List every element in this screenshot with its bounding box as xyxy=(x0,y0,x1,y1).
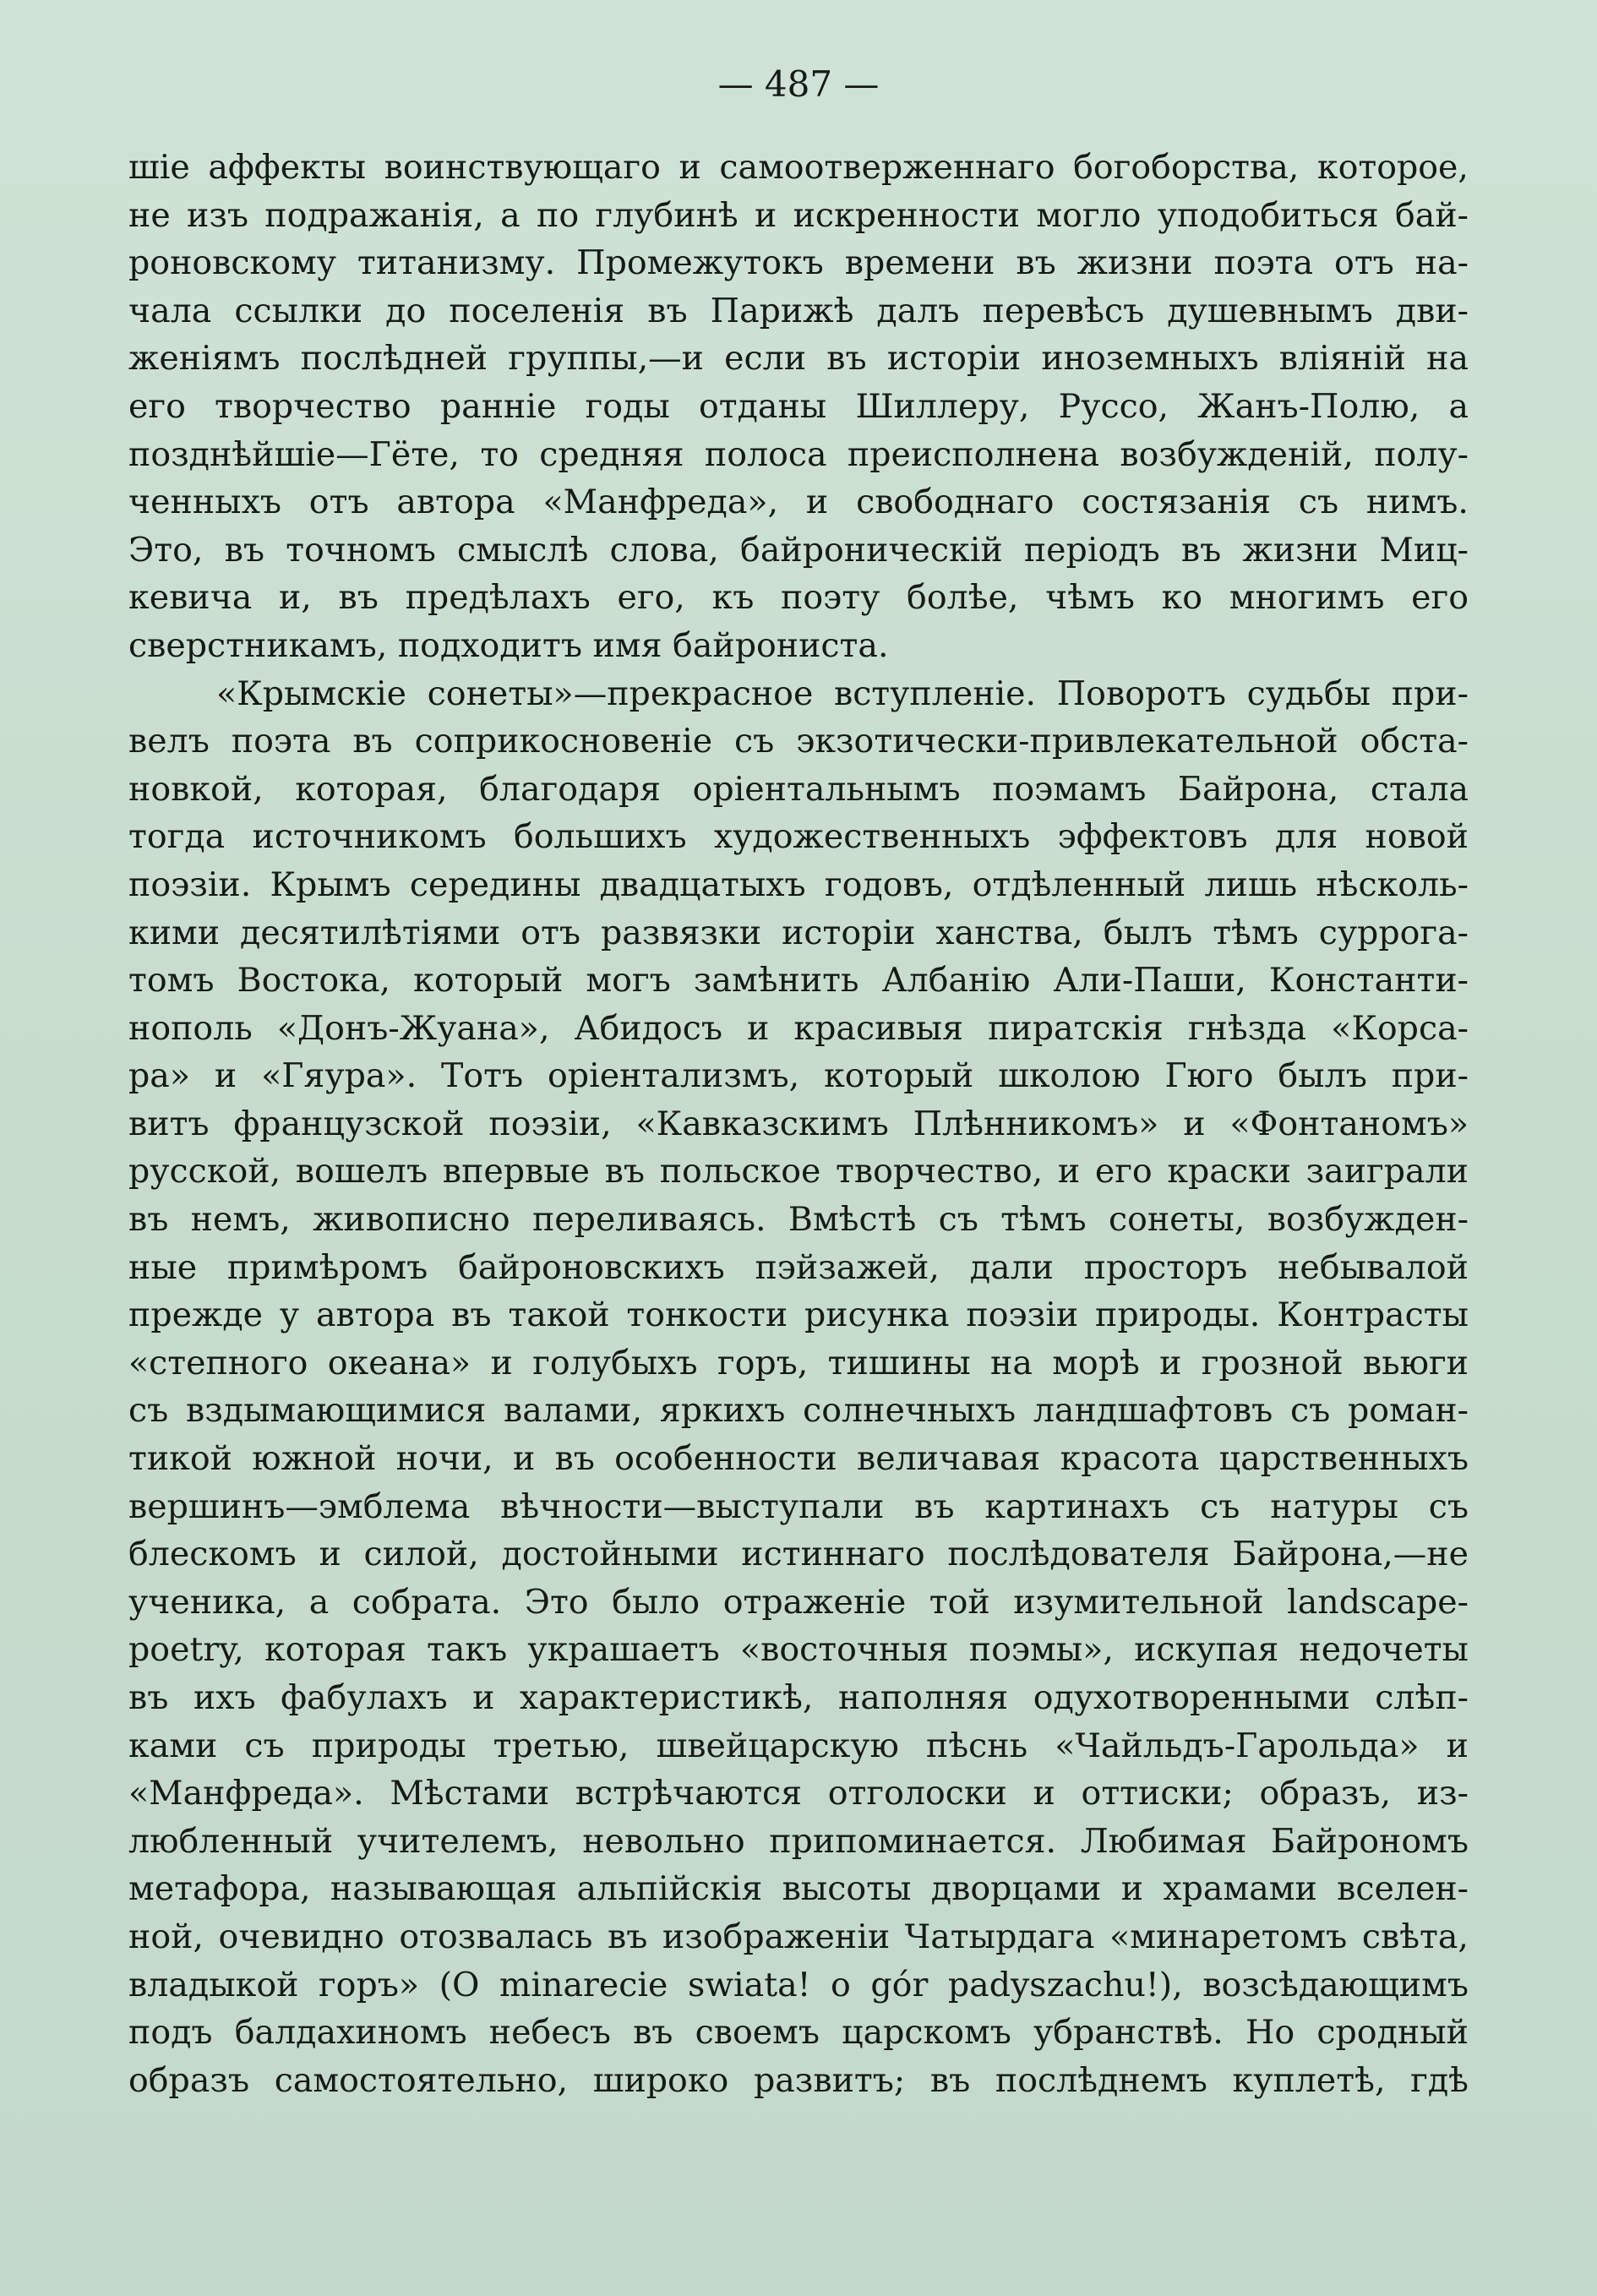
text-line: прежде у автора въ такой тонкости рисунка поэзіи природы. Контрасты xyxy=(128,1295,1469,1335)
text-line: вершинъ—эмблема вѣчности—выступали въ картинахъ съ натуры съ xyxy=(128,1486,1469,1526)
page-number: — 487 — xyxy=(717,63,880,105)
text-line: «Манфреда». Мѣстами встрѣчаются отголоски и оттиски; образъ, из- xyxy=(128,1774,1469,1813)
text-line: poetry, которая такъ украшаетъ «восточныя поэмы», искупая недочеты xyxy=(128,1630,1469,1670)
text-line: ра» и «Гяура». Тотъ оріентализмъ, который школою Гюго былъ при- xyxy=(128,1056,1469,1096)
text-line: позднѣйшіе—Гёте, то средняя полоса преисполнена возбужденій, полу- xyxy=(128,434,1469,474)
text-line: любленный учителемъ, невольно припоминается. Любимая Байрономъ xyxy=(128,1821,1469,1861)
text-line: шіе аффекты воинствующаго и самоотверженнаго богоборства, которое, xyxy=(128,148,1469,187)
text-line: русской, вошелъ впервые въ польское творчество, и его краски заиграли xyxy=(128,1152,1469,1192)
text-line: образъ самостоятельно, широко развитъ; въ послѣднемъ куплетѣ, гдѣ xyxy=(128,2060,1469,2100)
text-line: его творчество ранніе годы отданы Шиллеру, Руссо, Жанъ-Полю, а xyxy=(128,386,1469,426)
text-line: кевича и, въ предѣлахъ его, къ поэту болѣе, чѣмъ ко многимъ его xyxy=(128,578,1469,618)
paragraph xyxy=(128,670,1469,2105)
text-line: нополь «Донъ-Жуана», Абидосъ и красивыя пиратскія гнѣзда «Корса- xyxy=(128,1008,1469,1048)
text-line: ученика, а собрата. Это было отраженіе той изумительной landscape- xyxy=(128,1582,1469,1622)
text-line: новкой, которая, благодаря оріентальнымъ поэмамъ Байрона, стала xyxy=(128,769,1469,809)
text-line: ченныхъ отъ автора «Манфреда», и свободнаго состязанія съ нимъ. xyxy=(128,483,1469,522)
paragraph xyxy=(128,144,1469,670)
text-line: женіямъ послѣдней группы,—и если въ исторіи иноземныхъ вліяній на xyxy=(128,339,1469,379)
body-text xyxy=(128,144,1469,2104)
text-line: «степного океана» и голубыхъ горъ, тишины на морѣ и грозной вьюги xyxy=(128,1343,1469,1383)
text-line: роновскому титанизму. Промежутокъ времени въ жизни поэта отъ на- xyxy=(128,243,1469,283)
text-line: ной, очевидно отозвалась въ изображеніи Чатырдага «минаретомъ свѣта, xyxy=(128,1917,1469,1956)
text-line: блескомъ и силой, достойными истиннаго послѣдователя Байрона,—не xyxy=(128,1535,1469,1574)
text-line: съ вздымающимися валами, яркихъ солнечныхъ ландшафтовъ съ роман- xyxy=(128,1391,1469,1431)
text-line: кими десятилѣтіями отъ развязки исторіи ханства, былъ тѣмъ суррога- xyxy=(128,913,1469,952)
text-line: чала ссылки до поселенія въ Парижѣ далъ перевѣсъ душевнымъ дви- xyxy=(128,291,1469,330)
text-line: подъ балдахиномъ небесъ въ своемъ царскомъ убранствѣ. Но сродный xyxy=(128,2013,1469,2053)
text-line: поэзіи. Крымъ середины двадцатыхъ годовъ, отдѣленный лишь нѣсколь- xyxy=(128,864,1469,904)
text-line: тикой южной ночи, и въ особенности величавая красота царственныхъ xyxy=(128,1439,1469,1479)
text-line: витъ французской поэзіи, «Кавказскимъ Плѣнникомъ» и «Фонтаномъ» xyxy=(128,1104,1469,1143)
text-line: Это, въ точномъ смыслѣ слова, байроническій періодъ въ жизни Миц- xyxy=(128,530,1469,570)
text-line: велъ поэта въ соприкосновеніе съ экзотически-привлекательной обста- xyxy=(128,722,1469,761)
text-line: метафора, называющая альпійскія высоты дворцами и храмами вселен- xyxy=(128,1869,1469,1909)
text-line: томъ Востока, который могъ замѣнить Албанію Али-Паши, Константи- xyxy=(128,961,1469,1001)
text-line: владыкой горъ» (O minarecie swiata! o gór padyszachu!), возсѣдающимъ xyxy=(128,1965,1469,2004)
text-line: въ ихъ фабулахъ и характеристикѣ, наполняя одухотворенными слѣп- xyxy=(128,1678,1469,1717)
text-line: въ немъ, живописно переливаясь. Вмѣстѣ съ тѣмъ сонеты, возбужден- xyxy=(128,1200,1469,1240)
text-line: ками съ природы третью, швейцарскую пѣснь «Чайльдъ-Гарольда» и xyxy=(128,1726,1469,1765)
text-line: ные примѣромъ байроновскихъ пэйзажей, дали просторъ небывалой xyxy=(128,1247,1469,1287)
text-line: «Крымскіе сонеты»—прекрасное вступленіе. Поворотъ судьбы при- xyxy=(216,674,1469,713)
text-line: не изъ подражанія, а по глубинѣ и искренности могло уподобиться бай- xyxy=(128,195,1469,235)
text-line: тогда источникомъ большихъ художественныхъ эффектовъ для новой xyxy=(128,817,1469,857)
text-line: сверстникамъ, подходитъ имя байрониста. xyxy=(128,625,889,665)
